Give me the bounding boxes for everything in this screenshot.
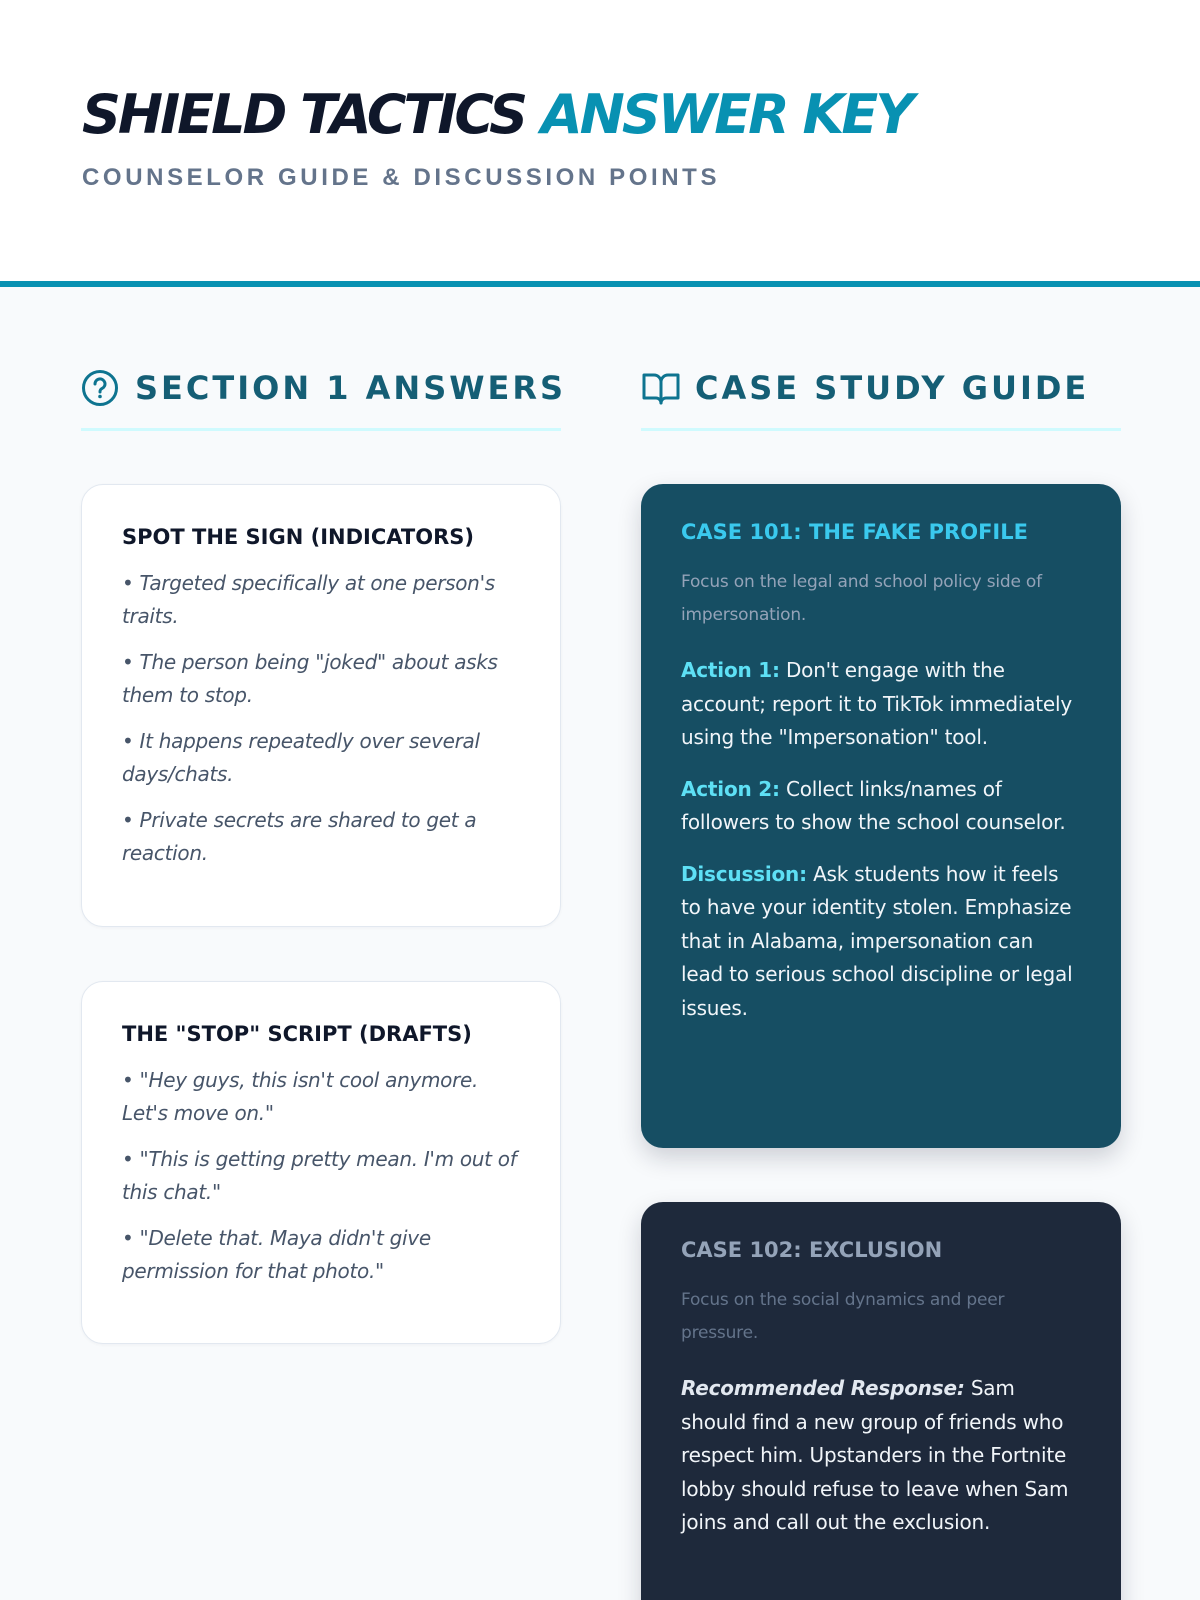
recommended-response [681, 1372, 1081, 1540]
title-primary: SHIELD TACTICS [82, 83, 526, 146]
case-102-card [641, 1202, 1121, 1600]
recommended-response-text: Sam should find a new group of friends who respect him. Upstanders in the Fortnite lobby should refuse to leave when Sam joins and call out the exclusion. [681, 1376, 1069, 1534]
action-1 [681, 654, 1081, 755]
case-study-heading [641, 365, 1121, 431]
case-title: CASE 101: THE FAKE PROFILE [681, 520, 1028, 544]
card-title: THE "STOP" SCRIPT (DRAFTS) [122, 1022, 472, 1046]
title-accent: ANSWER KEY [540, 83, 912, 146]
action-1-label: Action 1: [681, 658, 780, 682]
open-book-icon [641, 369, 681, 407]
list-item: • Private secrets are shared to get a reaction. [122, 808, 477, 865]
case-focus: Focus on the social dynamics and peer pressure. [681, 1290, 1005, 1343]
page-header [0, 0, 1200, 287]
action-1-text: Don't engage with the account; report it to TikTok immediately using the "Impersonation" tool. [681, 658, 1073, 749]
case-study-heading-label: CASE STUDY GUIDE [695, 369, 1090, 407]
list-item: • "This is getting pretty mean. I'm out of this chat." [122, 1147, 517, 1204]
section-1-heading [81, 365, 567, 431]
recommended-response-label: Recommended Response: [681, 1376, 965, 1400]
discussion [681, 858, 1081, 1026]
page-subtitle: COUNSELOR GUIDE & DISCUSSION POINTS [82, 164, 721, 191]
action-2 [681, 773, 1081, 840]
list-item: • "Hey guys, this isn't cool anymore. Let's move on." [122, 1068, 479, 1125]
case-101-card [641, 484, 1121, 1148]
discussion-text: Ask students how it feels to have your identity stolen. Emphasize that in Alabama, impersonation can lead to serious school discipline or legal issues. [681, 861, 1073, 1020]
spot-the-sign-card [81, 484, 561, 927]
action-2-text: Collect links/names of followers to show the school counselor. [681, 776, 1066, 834]
page-title [82, 80, 911, 150]
card-title: SPOT THE SIGN (INDICATORS) [122, 525, 474, 549]
stop-script-card [81, 981, 561, 1344]
section-1-heading-label: SECTION 1 ANSWERS [135, 369, 567, 407]
list-item: • "Delete that. Maya didn't give permission for that photo." [122, 1226, 431, 1283]
list-item: • Targeted specifically at one person's traits. [122, 571, 495, 628]
case-title: CASE 102: EXCLUSION [681, 1238, 943, 1262]
question-circle-icon [81, 369, 119, 407]
list-item: • It happens repeatedly over several days/chats. [122, 729, 480, 786]
action-2-label: Action 2: [681, 776, 780, 801]
case-focus: Focus on the legal and school policy side of impersonation. [681, 572, 1042, 625]
discussion-label: Discussion: [681, 861, 807, 886]
list-item: • The person being "joked" about asks them to stop. [122, 650, 498, 707]
